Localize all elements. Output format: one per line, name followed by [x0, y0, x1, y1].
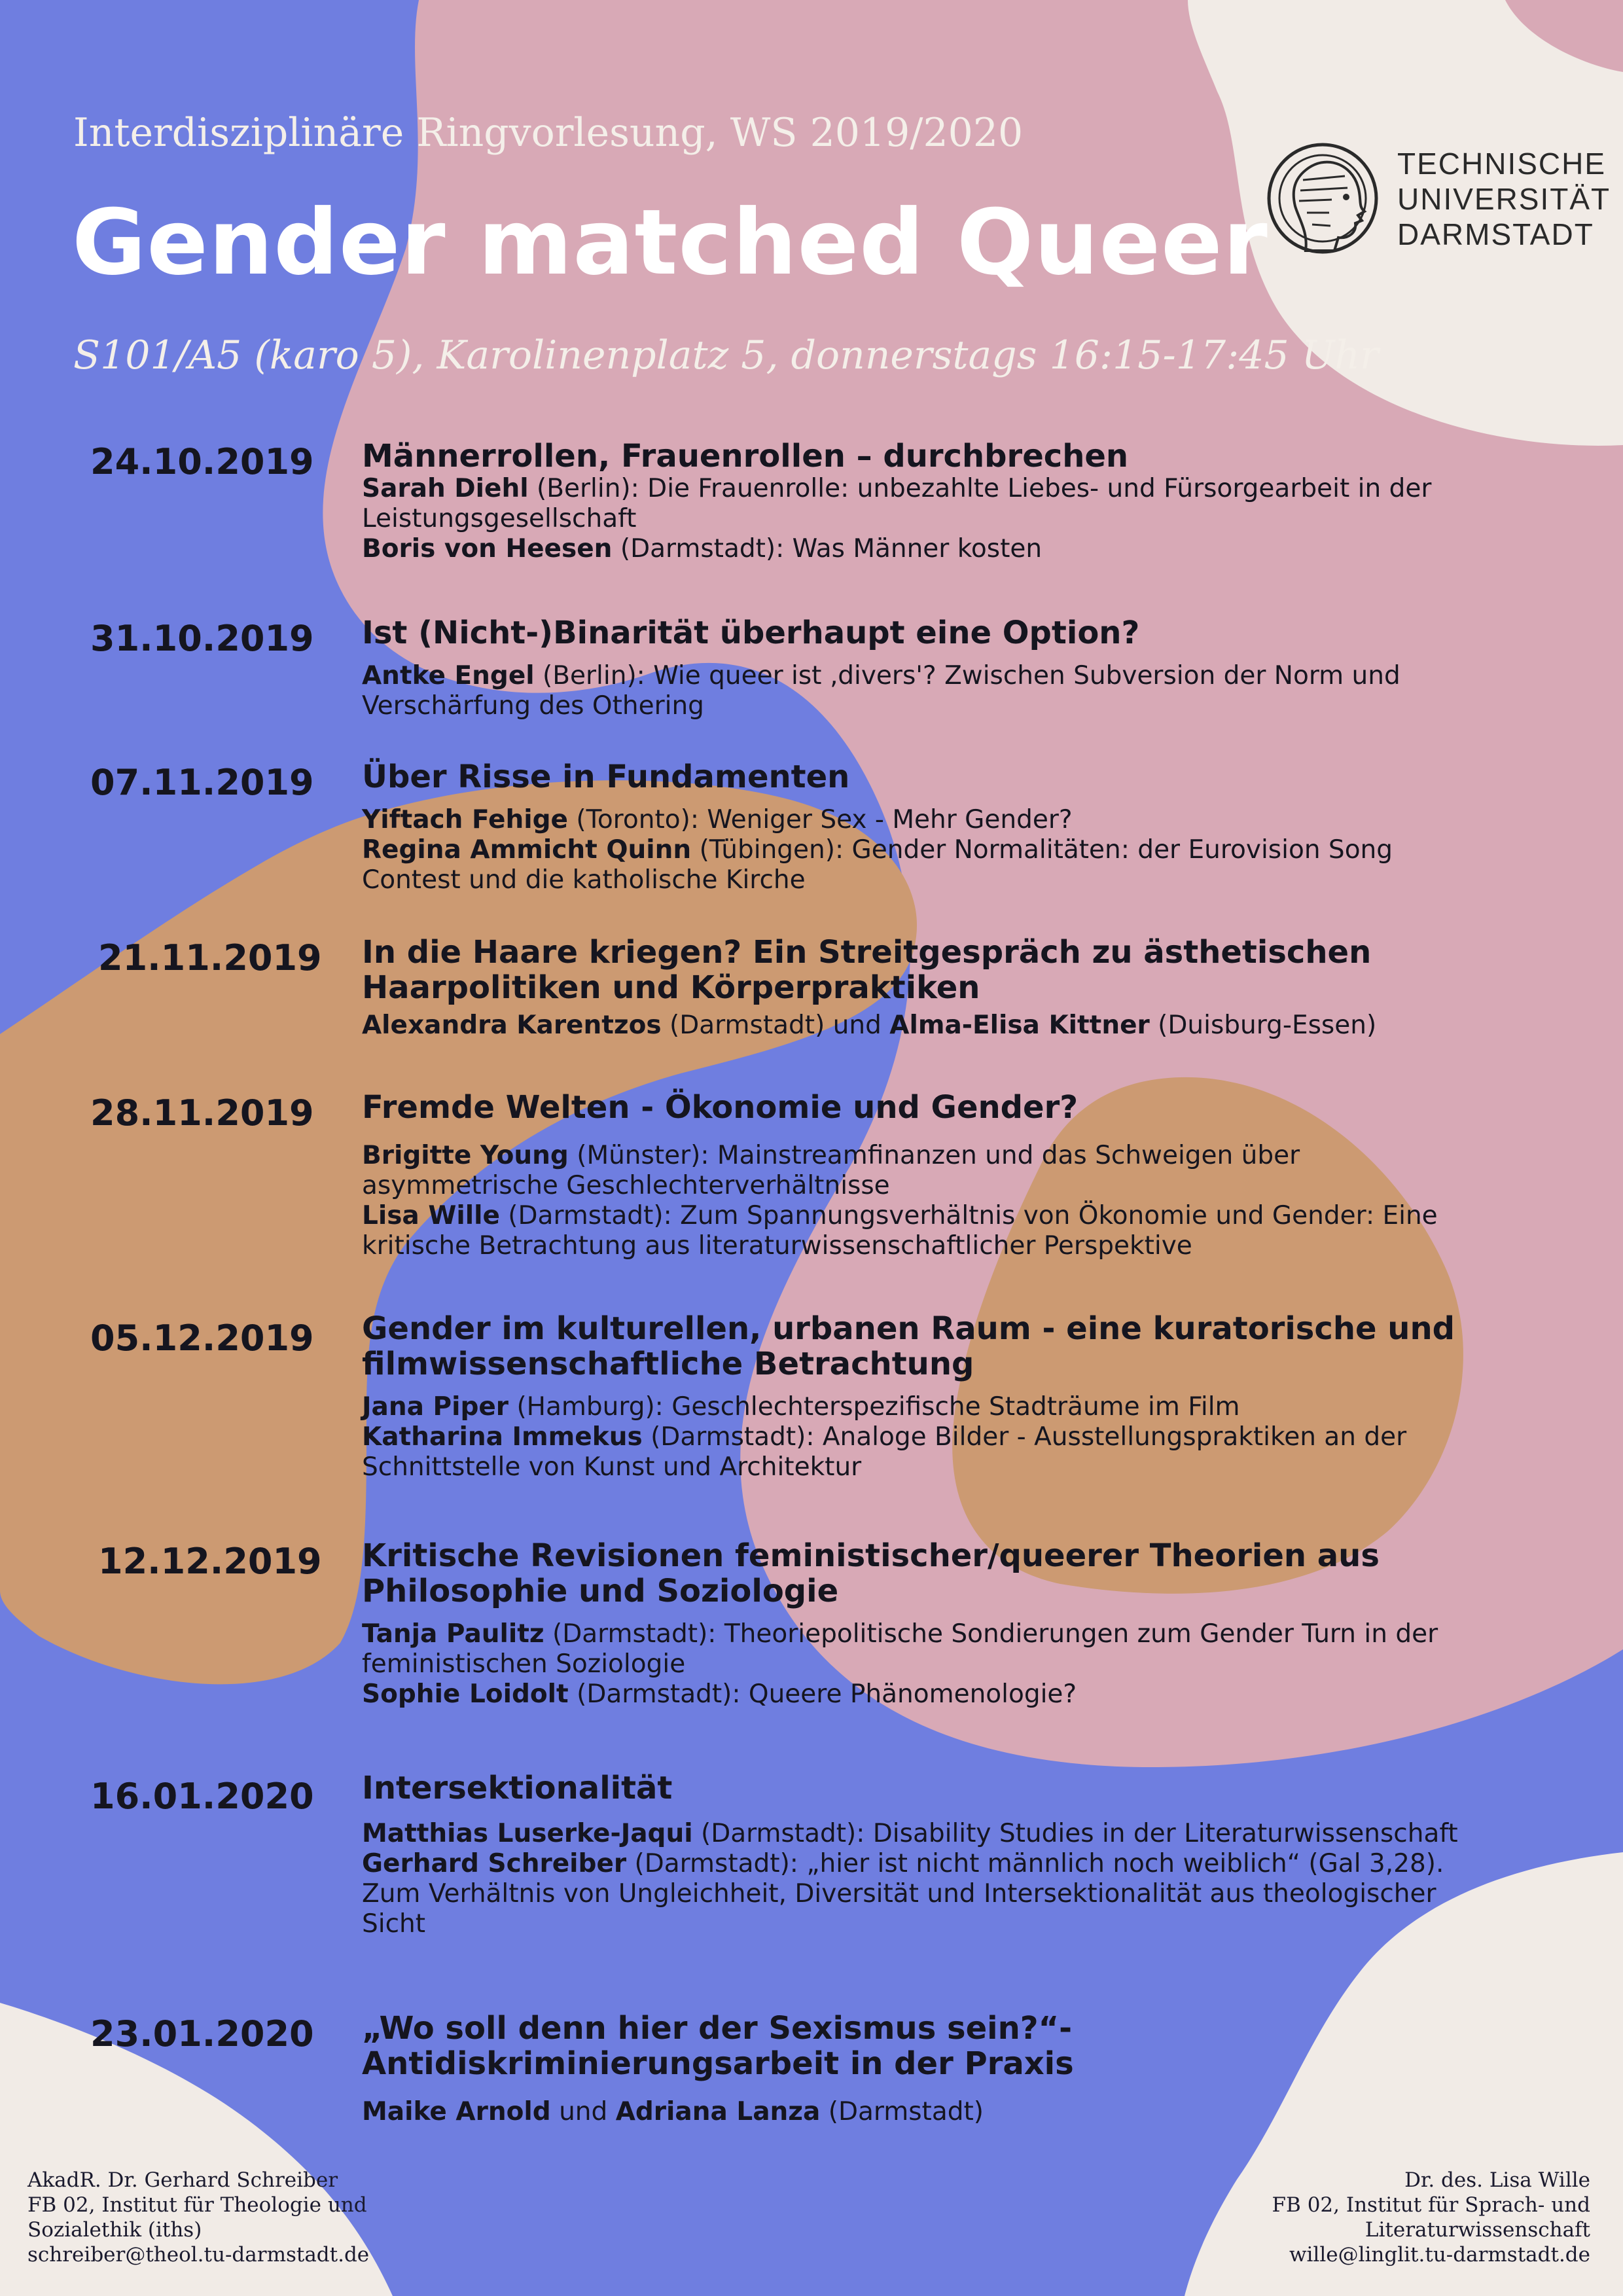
- talk-item: [362, 1819, 1468, 1849]
- event-title: „Wo soll denn hier der Sexismus sein?“- Antidiskriminierungsarbeit in der Praxis: [362, 2010, 1074, 2082]
- talk-item: [362, 1679, 1468, 1710]
- talk-topic: : Die Frauenrolle: unbezahlte Liebes- und Fürsorgearbeit in der Leistungsgesellschaft: [362, 474, 1432, 533]
- speaker-place: (Darmstadt): [642, 1422, 806, 1452]
- speaker-name: Tanja Paulitz: [362, 1619, 544, 1649]
- university-logo: [1266, 134, 1611, 265]
- speaker-place: (Münster): [568, 1141, 701, 1170]
- talk-topic: : Was Männer kosten: [776, 534, 1043, 564]
- speaker-place: (Duisburg-Essen): [1149, 1011, 1377, 1040]
- talk-topic: : Analoge Bilder - Ausstellungspraktiken an der Schnittstelle von Kunst und Architektur: [362, 1422, 1407, 1482]
- speaker-name: Regina Ammicht Quinn: [362, 835, 692, 865]
- talk-item: [362, 805, 1468, 835]
- talk-topic: : Queere Phänomenologie?: [732, 1679, 1077, 1709]
- talk-item: [362, 1849, 1468, 1939]
- speaker-name: Maike Arnold: [362, 2097, 551, 2126]
- event-title: Männerrollen, Frauenrollen – durchbrechen: [362, 438, 1129, 475]
- speaker-name: Boris von Heesen: [362, 534, 613, 564]
- contact-right-dept: FB 02, Institut für Sprach- und: [1272, 2193, 1590, 2217]
- speaker-name: Matthias Luserke-Jaqui: [362, 1819, 693, 1848]
- poster-title: Gender matched Queer: [72, 190, 1268, 295]
- talk-topic: : Geschlechterspezifische Stadträume im Film: [654, 1392, 1240, 1422]
- event-date: 21.11.2019: [98, 937, 322, 978]
- talk-item: [362, 1422, 1468, 1482]
- event-body: [362, 759, 1468, 895]
- talk-topic: : Theoriepolitische Sondierungen zum Gender Turn in der feministischen Soziologie: [362, 1619, 1438, 1679]
- contact-left-email[interactable]: schreiber@theol.tu-darmstadt.de: [27, 2243, 370, 2267]
- speaker-place: (Darmstadt): [568, 1679, 732, 1709]
- speaker-place: (Darmstadt): [820, 2097, 984, 2126]
- event-date: 24.10.2019: [90, 441, 314, 482]
- speaker-name: Katharina Immekus: [362, 1422, 643, 1452]
- logo-line-1: TECHNISCHE: [1397, 147, 1607, 181]
- speaker-name: Alma-Elisa Kittner: [889, 1011, 1150, 1040]
- event-date: 16.01.2020: [90, 1776, 314, 1817]
- contact-right-email[interactable]: wille@linglit.tu-darmstadt.de: [1289, 2243, 1590, 2267]
- speaker-place: (Toronto): [568, 805, 690, 834]
- event-date: 05.12.2019: [90, 1318, 314, 1359]
- talk-item: [362, 835, 1468, 895]
- speaker-name: Adriana Lanza: [615, 2097, 821, 2126]
- speaker-place: (Darmstadt): [626, 1849, 790, 1878]
- series-subtitle: Interdisziplinäre Ringvorlesung, WS 2019/2020: [73, 110, 1024, 156]
- speaker-place: (Darmstadt) und: [661, 1011, 890, 1040]
- event-title: Fremde Welten - Ökonomie und Gender?: [362, 1089, 1079, 1126]
- contact-right-institute: Literaturwissenschaft: [1364, 2218, 1590, 2242]
- speaker-place: (Darmstadt): [612, 534, 776, 564]
- speaker-place: und: [550, 2097, 616, 2126]
- speaker-name: Gerhard Schreiber: [362, 1849, 627, 1878]
- event-body: [362, 935, 1468, 1041]
- logo-line-2: UNIVERSITÄT: [1397, 182, 1611, 216]
- event-title: Über Risse in Fundamenten: [362, 759, 850, 795]
- speaker-place: (Hamburg): [508, 1392, 655, 1422]
- university-name: [1397, 146, 1611, 252]
- contact-right-name: Dr. des. Lisa Wille: [1404, 2168, 1590, 2192]
- event-title: Gender im kulturellen, urbanen Raum - eine kuratorische und filmwissenschaftliche Betrachtung: [362, 1310, 1455, 1382]
- speaker-name: Antke Engel: [362, 661, 535, 691]
- talk-topic: : Wie queer ist ‚divers'? Zwischen Subversion der Norm und Verschärfung des Othering: [362, 661, 1400, 721]
- event-body: [362, 2011, 1488, 2127]
- talk-topic: : „hier ist nicht männlich noch weiblich“ (Gal 3,28). Zum Verhältnis von Ungleichheit, Diversität und Intersektionalität aus theologischer Sicht: [362, 1849, 1444, 1939]
- talk-item: [362, 1392, 1468, 1422]
- speaker-place: (Berlin): [534, 661, 637, 691]
- speaker-place: (Berlin): [528, 474, 631, 503]
- logo-line-3: DARMSTADT: [1397, 217, 1594, 251]
- speaker-name: Yiftach Fehige: [362, 805, 569, 834]
- event-body: [362, 1538, 1468, 1710]
- speaker-name: Sarah Diehl: [362, 474, 529, 503]
- talk-item: [362, 661, 1468, 721]
- talk-item: [362, 1201, 1468, 1261]
- contact-left: [27, 2168, 369, 2267]
- talk-item: [362, 1011, 1468, 1041]
- speaker-name: Alexandra Karentzos: [362, 1011, 662, 1040]
- event-date: 23.01.2020: [90, 2013, 314, 2054]
- event-date: 12.12.2019: [98, 1541, 322, 1582]
- talk-topic: : Zum Spannungsverhältnis von Ökonomie und Gender: Eine kritische Betrachtung aus literaturwissenschaftlicher Perspektive: [362, 1201, 1438, 1261]
- event-title: Intersektionalität: [362, 1770, 673, 1806]
- event-body: [362, 1311, 1468, 1482]
- event-body: [362, 439, 1468, 564]
- talk-item: [362, 2097, 1488, 2127]
- speaker-place: (Tübingen): [691, 835, 835, 865]
- athena-head-icon: [1266, 134, 1384, 265]
- speaker-name: Brigitte Young: [362, 1141, 569, 1170]
- event-date: 31.10.2019: [90, 618, 314, 659]
- event-date: 28.11.2019: [90, 1092, 314, 1134]
- talk-topic: : Disability Studies in der Literaturwissenschaft: [856, 1819, 1458, 1848]
- event-title: Kritische Revisionen feministischer/queerer Theorien aus Philosophie und Soziologie: [362, 1537, 1380, 1609]
- speaker-name: Jana Piper: [362, 1392, 509, 1422]
- event-body: [362, 1090, 1468, 1261]
- event-title: In die Haare kriegen? Ein Streitgespräch zu ästhetischen Haarpolitiken und Körperpraktiken: [362, 934, 1372, 1006]
- talk-topic: : Weniger Sex - Mehr Gender?: [690, 805, 1073, 834]
- event-title: Ist (Nicht-)Binarität überhaupt eine Option?: [362, 615, 1140, 651]
- speaker-place: (Darmstadt): [499, 1201, 664, 1230]
- contact-right: [1272, 2168, 1590, 2267]
- event-body: [362, 1770, 1468, 1939]
- contact-left-dept: FB 02, Institut für Theologie und: [27, 2193, 367, 2217]
- contact-left-name: AkadR. Dr. Gerhard Schreiber: [27, 2168, 338, 2192]
- talk-topic: : Mainstreamfinanzen und das Schweigen über asymmetrische Geschlechterverhältnisse: [362, 1141, 1300, 1200]
- talk-item: [362, 474, 1468, 534]
- talk-item: [362, 534, 1468, 564]
- speaker-name: Lisa Wille: [362, 1201, 500, 1230]
- venue-line: S101/A5 (karo 5), Karolinenplatz 5, donnerstags 16:15-17:45 Uhr: [73, 332, 1379, 378]
- talk-item: [362, 1619, 1468, 1679]
- speaker-place: (Darmstadt): [544, 1619, 708, 1649]
- contact-left-institute: Sozialethik (iths): [27, 2218, 202, 2242]
- speaker-name: Sophie Loidolt: [362, 1679, 569, 1709]
- talk-topic: : Gender Normalitäten: der Eurovision Song Contest und die katholische Kirche: [362, 835, 1393, 895]
- speaker-place: (Darmstadt): [692, 1819, 857, 1848]
- talk-item: [362, 1141, 1468, 1201]
- event-date: 07.11.2019: [90, 762, 314, 803]
- event-body: [362, 615, 1468, 721]
